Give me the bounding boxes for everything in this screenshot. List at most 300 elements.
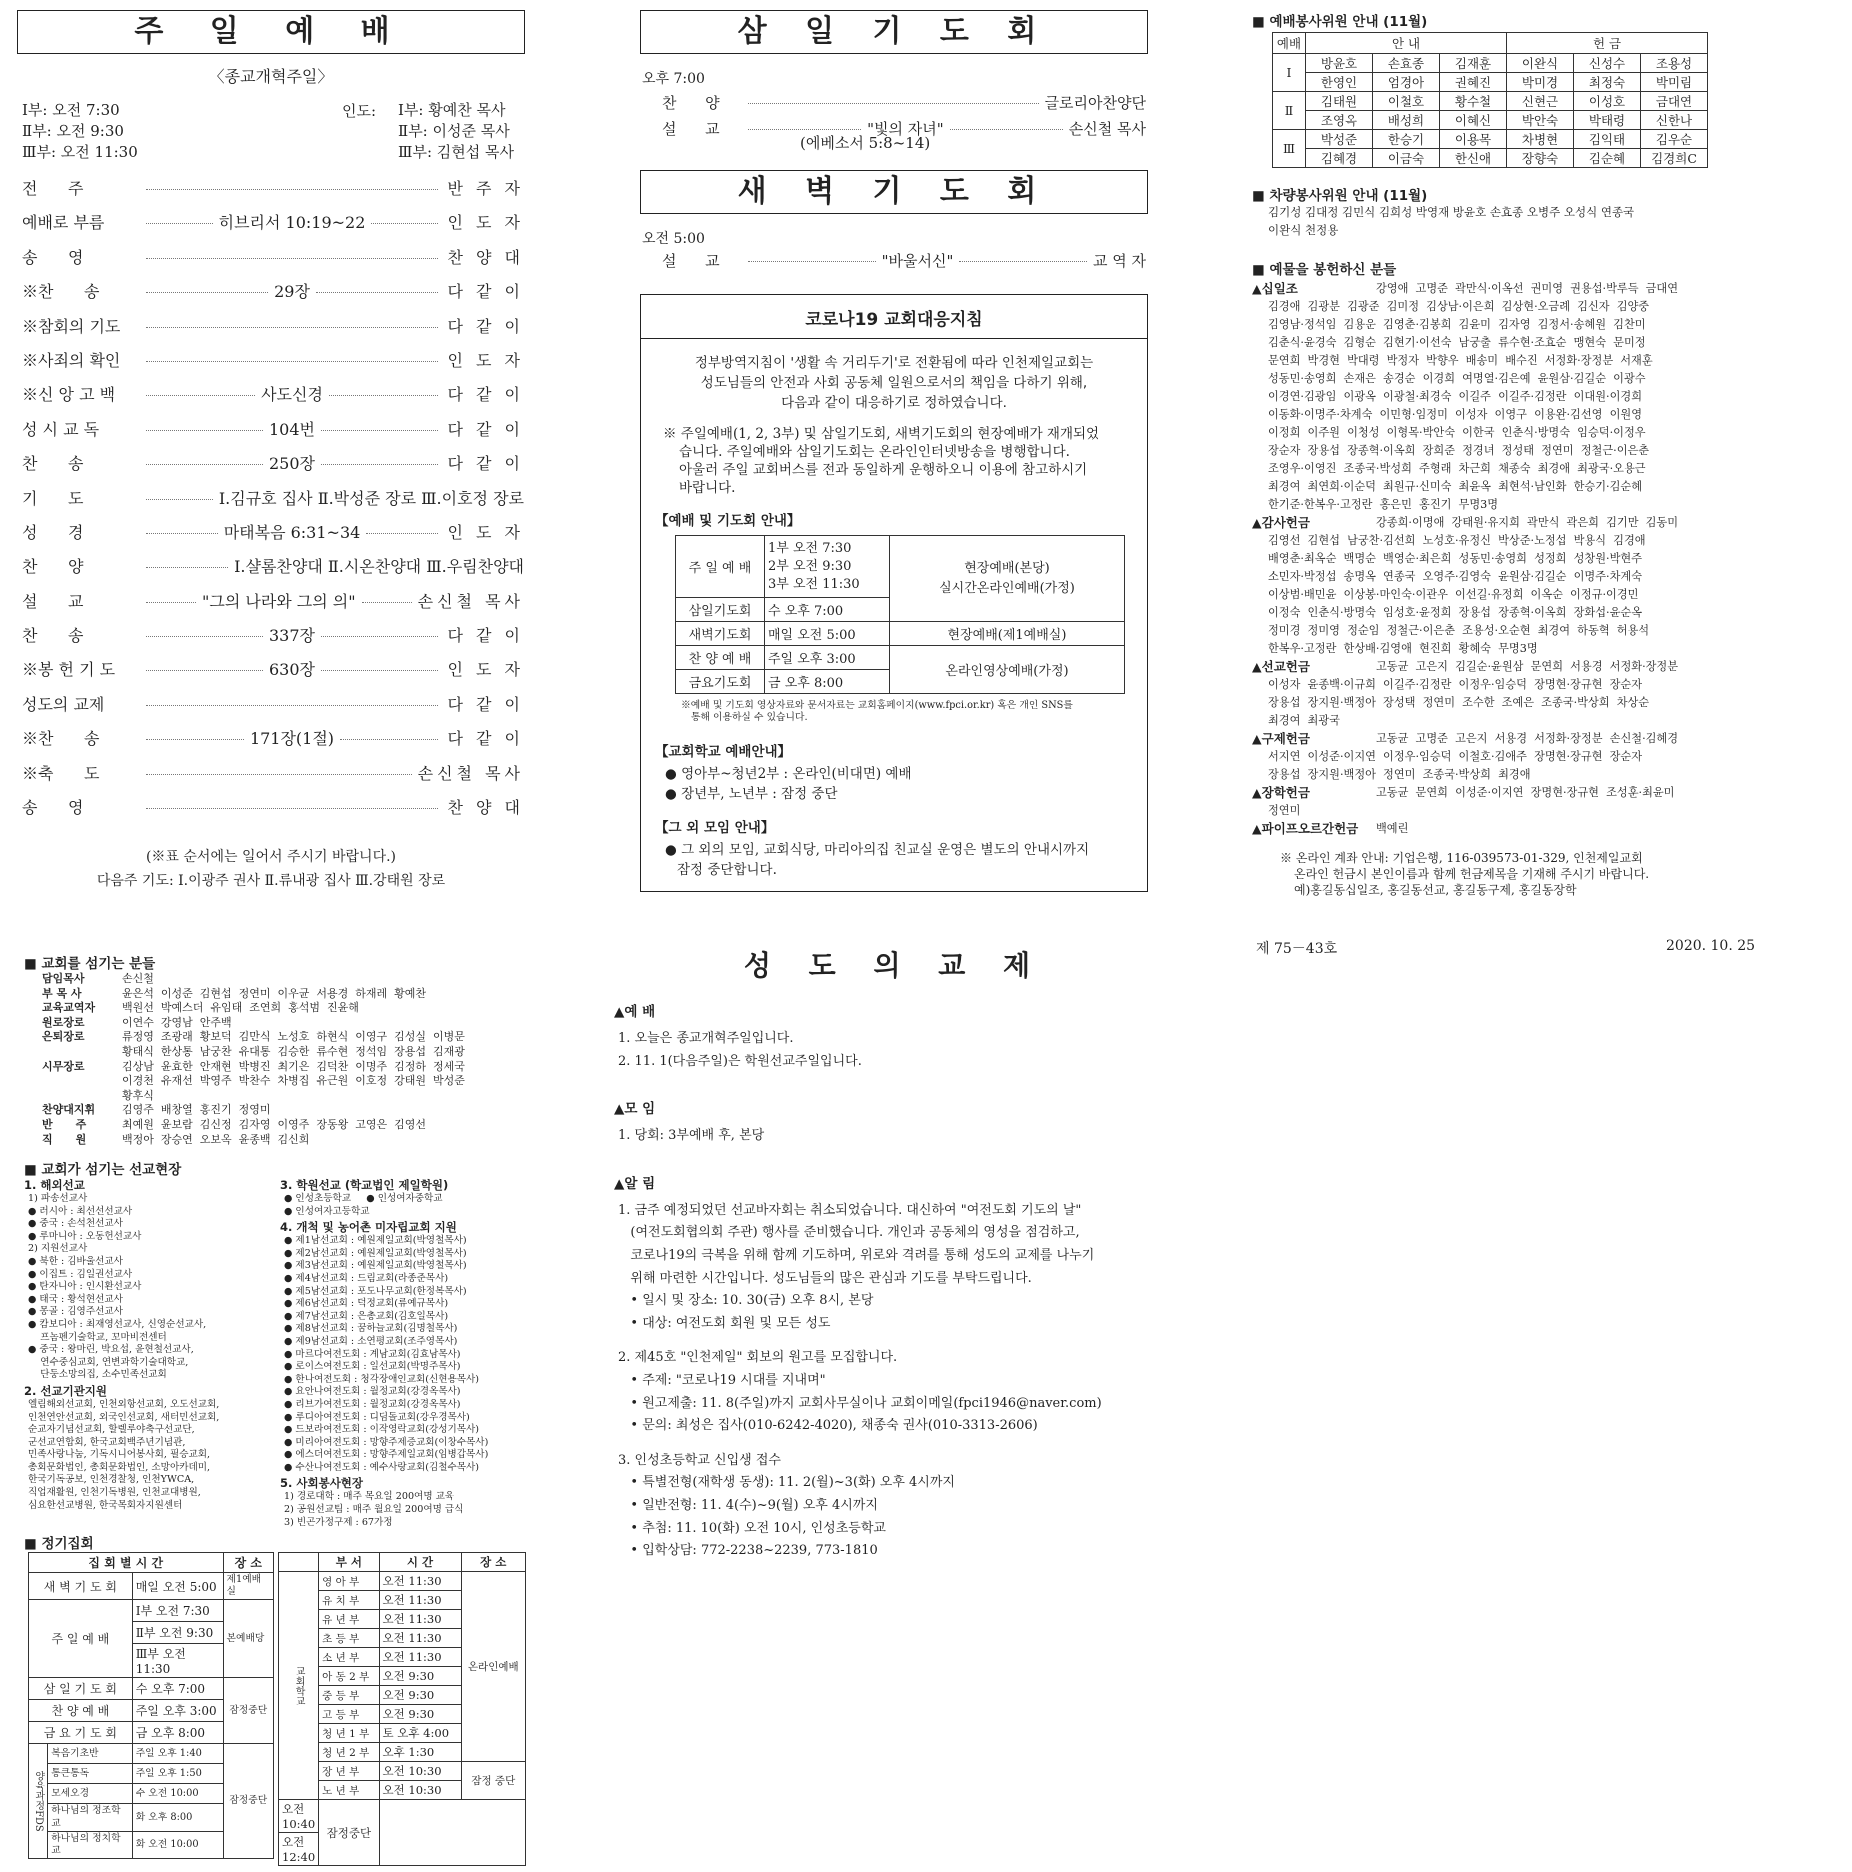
r-dawn-time: 매일 오전 5:00	[132, 1573, 223, 1600]
vol-h-service: 예배	[1273, 33, 1306, 54]
order-person: 다 같 이	[447, 694, 524, 714]
vehicle-line-1: 김기성 김대정 김민식 김희성 박영재 방윤호 손효종 오병주 오성식 연종국	[1268, 205, 1635, 219]
offering-line: 김영선 김현섭 남궁찬·김선희 노성호·유정신 박상준·노정섭 박용식 김경애	[1268, 534, 1646, 547]
server-names: 김상남 윤효한 안재현 박병진 최기은 김덕찬 이명주 김정하 정세국	[122, 1059, 465, 1073]
wednesday-title-box	[640, 10, 1148, 54]
leader-dots	[146, 636, 263, 637]
presider-2: Ⅱ부: 이성준 목사	[398, 122, 510, 140]
vol-name: 김익태	[1574, 130, 1641, 149]
order-row	[22, 761, 524, 795]
leader-dots	[146, 292, 268, 293]
vol-name: 이용목	[1440, 130, 1507, 149]
fellowship-line: • 추첨: 11. 10(화) 오전 10시, 인성초등학교	[618, 1520, 886, 1536]
offering-group	[1252, 280, 1772, 514]
server-label: 시무장로	[42, 1059, 85, 1073]
leader-dots	[959, 261, 1087, 262]
mission-line: ● 중국 : 손석천선교사	[28, 1218, 123, 1230]
fellowship-line: 2. 제45호 "인천제일" 회보의 원고를 모집합니다.	[618, 1350, 898, 1366]
notice-line-4: 바랍니다.	[679, 480, 736, 496]
vol-name: 조용성	[1641, 54, 1708, 73]
order-person: 찬 양 대	[447, 798, 524, 818]
order-person: 인 도 자	[447, 213, 525, 233]
mission-line: 직업재활원, 인천기독병원, 인천교대병원,	[28, 1487, 201, 1499]
mission-line: ● 중국 : 왕마린, 박요섭, 윤현철선교사,	[28, 1344, 194, 1356]
other-line-2: 잠정 중단합니다.	[677, 862, 777, 879]
offering-line: 이상범·배민윤 이상봉·마인숙·이관우 이선길·유정희 이옥순 이정규·이경민	[1268, 588, 1639, 601]
offering-line: 문연희 박경현 박대령 박정자 박향우 배송미 배수진 서정화·장정분 서재훈	[1268, 354, 1653, 367]
r-friday-time: 금 오후 8:00	[132, 1722, 223, 1744]
reg-time: 오전 11:30	[379, 1648, 461, 1667]
fellowship-line: 3. 인성초등학교 신입생 접수	[618, 1452, 781, 1468]
reg-dept: 장 년 부	[319, 1762, 379, 1781]
r-sunday-place: 본예배당	[223, 1600, 273, 1678]
offering-label: ▲선교헌금	[1252, 659, 1310, 674]
vol-h-offering: 헌 금	[1507, 33, 1708, 54]
school-label: 교회학교	[279, 1572, 319, 1800]
mission-line: ● 제9남선교회 : 소연평교회(조주영목사)	[284, 1335, 458, 1347]
server-label: 교육교역자	[42, 1001, 96, 1015]
order-content: 29장	[274, 282, 310, 302]
vol-name: 이성호	[1574, 92, 1641, 111]
offering-line: 백예린	[1376, 822, 1409, 835]
mission-line: 연수중심교회, 연변과학기술대학교,	[28, 1356, 189, 1368]
mission-line: ● 수산나여전도회 : 예수사랑교회(김철수목사)	[284, 1461, 480, 1473]
leader-dots	[146, 361, 438, 362]
r-paused-1: 잠정중단	[223, 1678, 273, 1744]
offering-group	[1252, 730, 1772, 784]
order-row	[22, 657, 524, 691]
cell-sunday-mode	[890, 536, 1125, 622]
r-sunday-1: Ⅰ부 오전 7:30	[132, 1600, 223, 1622]
r-sunday-name: 주 일 예 배	[29, 1600, 133, 1678]
fellowship-line: 코로나19의 극복을 위해 함께 기도하며, 위로와 격려를 통해 성도의 교제를 나누기	[618, 1247, 1095, 1263]
server-label: 직 원	[42, 1132, 87, 1146]
mission-line: ● 제7남선교회 : 은총교회(김호일목사)	[284, 1310, 449, 1322]
vol-name: 이철호	[1373, 92, 1440, 111]
leader-dots	[146, 670, 263, 671]
order-row	[662, 250, 1146, 276]
server-names: 백정아 장승연 오보옥 윤종백 김신희	[122, 1132, 310, 1146]
order-person: 손신철 목사	[417, 763, 524, 783]
cell-friday-time: 금 오후 8:00	[765, 670, 890, 694]
offerings-list	[1252, 280, 1772, 838]
order-content: 104번	[269, 419, 315, 439]
time-2: Ⅱ부: 오전 9:30	[22, 122, 124, 140]
mission-line: 2) 지원선교사	[28, 1243, 88, 1255]
reg-time: 오후 1:30	[379, 1743, 461, 1762]
server-row	[42, 987, 532, 1002]
vehicle-line-2: 이완식 천정용	[1268, 222, 1339, 237]
vehicle-title: ■ 차량봉사위원 안내 (11월)	[1252, 188, 1428, 204]
reg-dept: 초 등 부	[319, 1629, 379, 1648]
server-names: 백원선 박예스더 유임태 조연희 홍석범 진윤해	[122, 1001, 359, 1015]
regular-right-table	[278, 1552, 526, 1866]
mission-line: ● 에스더여전도회 : 망향주제일교회(임병갑목사)	[284, 1449, 489, 1461]
reg-time: 오전 9:30	[379, 1667, 461, 1686]
offering-line: 정연미	[1268, 804, 1301, 817]
leader-dots	[146, 327, 438, 328]
cell-sunday-name: 주 일 예 배	[676, 536, 765, 598]
presiders-label: 인도:	[342, 102, 377, 120]
sunday-times	[22, 100, 138, 163]
order-person: 다 같 이	[447, 626, 524, 646]
server-label: 담임목사	[42, 972, 85, 985]
school-line-2: ● 장년부, 노년부 : 잠정 중단	[665, 786, 838, 803]
order-item: 성도의 교제	[22, 694, 105, 714]
order-person: 다 같 이	[447, 419, 524, 439]
fellowship-line: • 일시 및 장소: 10. 30(금) 오후 8시, 본당	[618, 1293, 874, 1309]
reg-time: 오전 12:40	[279, 1833, 319, 1866]
mission-line: 단둥소망의집, 소수민족선교회	[28, 1369, 167, 1381]
order-content: 171장(1절)	[249, 729, 335, 749]
covid-box	[640, 294, 1148, 892]
order-item: 찬 송	[22, 454, 84, 474]
vol-group-label: Ⅰ	[1273, 54, 1306, 92]
mission-line: ● 인성초등학교 ● 인성여자중학교	[284, 1193, 443, 1204]
reg-dept: 고 등 부	[319, 1705, 379, 1724]
offering-label: ▲장학헌금	[1252, 785, 1310, 800]
cell-dawn-name: 새벽기도회	[676, 622, 765, 646]
leader-dots	[362, 602, 412, 603]
server-label: 부 목 사	[42, 986, 82, 1000]
mission-line: 군선교연합회, 한국교회백주년기념관,	[28, 1436, 186, 1448]
vol-name: 배성희	[1373, 111, 1440, 130]
server-row	[42, 1030, 532, 1045]
server-label: 은퇴장로	[42, 1030, 85, 1044]
mission-line: 총회문화법인, 총회문화법인, 소망아카데미,	[28, 1461, 211, 1473]
r-sunday-3: Ⅲ부 오전11:30	[132, 1644, 223, 1678]
covid-sec1: 【예배 및 기도회 안내】	[655, 513, 801, 529]
offering-line: 김춘식·윤경숙 김형순 김현기·이선숙 남궁출 류수현·조효순 맹현숙 문미정	[1268, 336, 1646, 349]
order-item: ※참회의 기도	[22, 316, 121, 336]
reg-right-header	[279, 1553, 526, 1572]
covid-sec3: 【그 외 모임 안내】	[655, 820, 775, 837]
leader-dots	[146, 808, 438, 809]
mission-line: 1) 파송선교사	[28, 1193, 88, 1204]
fellowship-line: • 문의: 최성은 집사(010-6242-4020), 채종숙 권사(010-3313-2606)	[618, 1418, 1038, 1434]
mission-line: ● 루디아여전도회 : 디딤돌교회(강우경목사)	[284, 1411, 470, 1423]
leader-dots	[321, 670, 438, 671]
order-row	[22, 623, 524, 657]
order-person: 인 도 자	[447, 522, 525, 542]
server-row	[42, 1060, 532, 1075]
missions-left	[24, 1176, 274, 1512]
sunday-subtitle: 〈종교개혁주일〉	[208, 67, 334, 86]
leader-dots	[146, 739, 244, 740]
vol-group-label: Ⅱ	[1273, 92, 1306, 130]
order-row	[22, 554, 524, 588]
leader-dots	[146, 705, 438, 706]
order-content: 사도신경	[261, 385, 323, 405]
offering-line: 김영남·정석임 김용운 김영춘·김봉희 김윤미 김자영 김정서·송혜원 김찬미	[1268, 318, 1646, 331]
mission-line: 1) 경로대학 : 매주 목요일 200여명 교육	[284, 1491, 455, 1503]
r-praise-name: 찬 양 예 배	[29, 1700, 133, 1722]
server-row	[42, 1016, 532, 1031]
server-names: 이연수 강영남 안주백	[122, 1015, 232, 1029]
cell-wed-time: 수 오후 7:00	[765, 598, 890, 622]
vol-name: 신현근	[1507, 92, 1574, 111]
r-sunday-2: Ⅱ부 오전 9:30	[132, 1622, 223, 1644]
order-row	[22, 726, 524, 760]
offering-line: 고동균 고명준 고은지 서용경 서정화·장정분 손신철·김혜경	[1376, 732, 1679, 745]
order-of-worship	[22, 176, 524, 829]
r-dawn-place: 제1예배실	[223, 1573, 273, 1600]
th-blank	[279, 1553, 319, 1572]
reg-dept: 중 등 부	[319, 1686, 379, 1705]
order-row	[22, 589, 524, 623]
presider-3: Ⅲ부: 김현섭 목사	[398, 143, 514, 161]
order-item: ※사죄의 확인	[22, 350, 121, 370]
vol-name: 차병현	[1507, 130, 1574, 149]
servers-title: ■ 교회를 섬기는 분들	[24, 956, 156, 972]
vol-name: 이금숙	[1373, 149, 1440, 168]
order-item: 설 교	[662, 252, 720, 270]
server-label	[42, 1045, 122, 1060]
vol-row	[1273, 130, 1708, 149]
order-content: 마태복음 6:31~34	[223, 522, 361, 542]
vehicle-list	[1268, 204, 1634, 239]
r-bible-time: 주일 오후 1:50	[132, 1764, 223, 1784]
order-row	[22, 520, 524, 554]
vol-row	[1273, 73, 1708, 92]
order-row	[22, 451, 524, 485]
wednesday-ref: (에베소서 5:8~14)	[800, 134, 931, 152]
presiders	[398, 100, 514, 163]
mission-line: ● 제6남선교회 : 덕정교회(류예규목사)	[284, 1298, 449, 1310]
order-item: ※찬 송	[22, 282, 100, 302]
order-row	[22, 176, 524, 210]
order-content: 히브리서 10:19~22	[218, 213, 366, 233]
offering-line: 배영춘·최옥순 백명순 백영순·최은희 성동민·송영희 성정희 성창원·박현주	[1268, 552, 1643, 565]
fellowship-title: 성 도 의 교 제	[743, 949, 1045, 982]
vol-name: 김순혜	[1574, 149, 1641, 168]
sunday-title: 주 일 예 배	[134, 14, 408, 49]
fellowship-line	[614, 1335, 1174, 1347]
mission-line: ● 제5남선교회 : 포도나무교회(한정복목사)	[284, 1285, 467, 1297]
th-dept: 부 서	[319, 1553, 379, 1572]
mission-line: ● 태국 : 황석현선교사	[28, 1293, 123, 1305]
mission-line: ● 러시아 : 최선선선교사	[28, 1205, 133, 1217]
order-row	[22, 486, 524, 520]
notice-line-3: 아울러 주일 교회버스를 전과 동일하게 운행하오니 이용에 참고하시기	[679, 462, 1088, 478]
fellowship-line: • 일반전형: 11. 4(수)~9(월) 오후 4시까지	[618, 1497, 878, 1513]
order-item: 성 경	[22, 522, 84, 542]
offering-line: 정미경 정미영 정순임 정철근·이은춘 조용성·오순현 최경여 하동혁 허용석	[1268, 624, 1650, 637]
leader-dots	[748, 129, 861, 130]
notice-line-1: ※ 주일예배(1, 2, 3부) 및 삼일기도회, 새벽기도회의 현장예배가 재개되었	[663, 426, 1100, 442]
offering-line: 고동균 고은지 김길순·윤원삼 문연희 서용경 서정화·장정분	[1376, 660, 1679, 673]
order-content: Ⅰ.김규호 집사 Ⅱ.박성준 장로 Ⅲ.이호정 장로	[218, 488, 524, 508]
th-time: 집 회 별 시 간	[29, 1553, 224, 1573]
server-names: 손신철	[122, 972, 154, 985]
leader-dots	[748, 103, 1039, 104]
server-label	[42, 1089, 122, 1104]
offering-group	[1252, 784, 1772, 820]
leader-dots	[146, 464, 263, 465]
mission-line: ● 요안나여전도회 : 월정교회(강경옥목사)	[284, 1386, 461, 1398]
server-label: 찬양대지휘	[42, 1103, 96, 1117]
fellowship-line: • 원고제출: 11. 8(주일)까지 교회사무실이나 교회이메일(fpci1946@naver.com)	[618, 1395, 1102, 1411]
vol-name: 박미경	[1507, 73, 1574, 92]
leader-dots	[316, 292, 438, 293]
r-school2-name: 하나님의 정치학교	[48, 1831, 133, 1858]
reg-dept: 유 년 부	[319, 1610, 379, 1629]
offering-label: ▲구제헌금	[1252, 731, 1310, 746]
leader-dots	[146, 602, 196, 603]
mission-line: ● 리브가여전도회 : 월정교회(강경옥목사)	[284, 1398, 461, 1410]
other-list	[665, 840, 1147, 880]
vol-name: 김태원	[1306, 92, 1373, 111]
reg-dept: 영 아 부	[319, 1572, 379, 1591]
offering-group	[1252, 820, 1772, 838]
school-line-1: ● 영아부~청년2부 : 온라인(비대면) 예배	[665, 766, 912, 783]
leader-dots	[340, 739, 438, 740]
mission-heading: 2. 선교기관지원	[24, 1383, 108, 1398]
leader-dots	[321, 430, 438, 431]
leader-dots	[321, 464, 438, 465]
vol-row	[1273, 111, 1708, 130]
sunday-time-2: 2부 오전 9:30	[768, 558, 852, 574]
order-content: 250장	[269, 454, 315, 474]
wednesday-time: 오후 7:00	[642, 71, 705, 87]
th-time: 시 간	[379, 1553, 461, 1572]
offering-group	[1252, 514, 1772, 658]
account-info	[1280, 850, 1649, 898]
reg-dept: 소 년 부	[319, 1648, 379, 1667]
mission-line: 인천연안선교회, 외국인선교회, 새터민선교회,	[28, 1411, 220, 1423]
leader-dots	[321, 636, 438, 637]
fellowship-line: 위해 마련한 시간입니다. 성도님들의 많은 관심과 기도를 부탁드립니다.	[618, 1270, 1032, 1286]
paused-newcomer: 잠정중단	[319, 1800, 379, 1866]
r-school1-name: 하나님의 정조학교	[48, 1804, 133, 1831]
mission-line: 심요한선교병원, 한국목회자지원센터	[28, 1499, 183, 1511]
reg-right-row	[279, 1833, 526, 1866]
server-row	[42, 1089, 532, 1104]
next-prayer: 다음주 기도: Ⅰ.이광주 권사 Ⅱ.류내광 집사 Ⅲ.강태원 장로	[96, 873, 446, 889]
reg-dept: 아 동 2 부	[319, 1667, 379, 1686]
vol-h-guide: 안 내	[1306, 33, 1507, 54]
order-person: 인 도 자	[447, 660, 524, 680]
mission-line: ● 제8남선교회 : 꿈하늘교회(김명철목사)	[284, 1323, 458, 1335]
offering-line: 이동화·이명주·차계숙 이민형·임정미 이성자 이영구 이용완·김선영 이원영	[1268, 408, 1643, 421]
sunday-time-3: 3부 오전 11:30	[768, 576, 860, 592]
vol-group-label: Ⅲ	[1273, 130, 1306, 168]
server-row	[42, 972, 532, 987]
r-dawn-name: 새 벽 기 도 회	[29, 1573, 133, 1600]
fellowship-line: • 특별전형(재학생 동생): 11. 2(월)~3(화) 오후 4시까지	[618, 1475, 955, 1491]
order-person: 손신철 목사	[1068, 120, 1146, 138]
fellowship-heading: ▲알 림	[614, 1175, 656, 1192]
mission-line: 엘림해외선교회, 인천외항선교회, 오도선교회,	[28, 1398, 220, 1410]
issue-number: 제 75－43호	[1256, 941, 1338, 957]
vol-name: 박성준	[1306, 130, 1373, 149]
server-names: 김영주 배창열 홍진기 정영미	[122, 1103, 271, 1117]
vol-name: 김혜경	[1306, 149, 1373, 168]
server-names: 황후식	[122, 1088, 154, 1102]
vol-header-row	[1273, 33, 1708, 54]
leader-dots	[748, 261, 876, 262]
regular-title: ■ 정기집회	[24, 1536, 94, 1552]
leader-dots	[146, 189, 438, 190]
reg-dept: 청 년 1 부	[319, 1724, 379, 1743]
leader-dots	[146, 430, 263, 431]
mode-1: 현장예배(본당)	[964, 560, 1050, 576]
vol-name: 조영옥	[1306, 111, 1373, 130]
covid-table-note	[681, 700, 1147, 724]
vol-name: 손효종	[1373, 54, 1440, 73]
order-person: 글로리아찬양단	[1044, 94, 1146, 112]
reg-dept: 노 년 부	[319, 1781, 379, 1800]
vol-name: 김재훈	[1440, 54, 1507, 73]
dawn-title: 새 벽 기 도 회	[737, 174, 1051, 209]
vol-name: 한승기	[1373, 130, 1440, 149]
server-row	[42, 1103, 532, 1118]
vol-name: 엄경아	[1373, 73, 1440, 92]
mission-line: 3) 빈곤가정구제 : 67가정	[284, 1516, 393, 1528]
offering-line: 한기준·한복우·고정란 홍은민 홍진기 무명3명	[1268, 498, 1499, 511]
mission-line: ● 한나여전도회 : 청각장애인교회(신현용목사)	[284, 1373, 480, 1385]
r-paused-2: 잠정중단	[223, 1744, 273, 1859]
fellowship-line: (여전도회협의회 주관) 행사를 준비했습니다. 개인과 공동체의 영성을 점검하고,	[618, 1225, 1080, 1241]
order-row	[22, 314, 524, 348]
server-names: 이경천 유재선 박영주 박찬수 차병집 유근원 이호정 강태원 박성준	[122, 1074, 465, 1088]
intro-line-2: 성도님들의 안전과 사회 공동체 일원으로서의 책임을 다하기 위해,	[700, 375, 1088, 391]
leader-dots	[371, 223, 438, 224]
server-names: 황태식 한상통 남궁찬 유대통 김승한 류수현 정석임 장용섭 김재광	[122, 1044, 465, 1058]
cell-praise-name: 찬 양 예 배	[676, 646, 765, 670]
online-place: 온라인예배	[461, 1572, 525, 1762]
edu-label: 양육과정FDS	[29, 1744, 48, 1859]
order-person: 인 도 자	[447, 350, 524, 370]
fellowship-heading: ▲모 임	[614, 1101, 656, 1118]
th-place: 장 소	[461, 1553, 525, 1572]
order-person: 교 역 자	[1092, 252, 1146, 270]
leader-dots	[146, 533, 218, 534]
cell-online-mode: 온라인영상예배(가정)	[890, 646, 1125, 694]
cell-friday-name: 금요기도회	[676, 670, 765, 694]
cell-dawn-time: 매일 오전 5:00	[765, 622, 890, 646]
r-basic-time: 주일 오후 1:40	[132, 1744, 223, 1764]
presider-1: Ⅰ부: 황예찬 목사	[398, 101, 506, 119]
mode-2: 실시간온라인예배(가정)	[939, 580, 1075, 596]
server-names: 윤은석 이성준 김현섭 정연미 이우균 서용경 하재레 황예찬	[122, 986, 426, 1000]
r-basic-name: 복음기초반	[48, 1744, 133, 1764]
mission-line: ● 로이스여전도회 : 일선교회(박명주목사)	[284, 1361, 461, 1373]
offering-label: ▲파이프오르간헌금	[1252, 821, 1359, 836]
offering-line: 이성자 윤종백·이규희 이길주·김정란 이정우·임승덕 장명현·장규현 장순자	[1268, 678, 1643, 691]
offering-label: ▲십일조	[1252, 281, 1298, 296]
vol-name: 박안숙	[1507, 111, 1574, 130]
mission-line: ● 제1남선교회 : 예원제일교회(박영철목사)	[284, 1235, 467, 1247]
reg-dept: 유 치 부	[319, 1591, 379, 1610]
order-row	[22, 382, 524, 416]
order-item: 찬 송	[22, 626, 84, 646]
mission-line: 순교자기념선교회, 할렐루야축구선교단,	[28, 1424, 195, 1436]
server-row	[42, 1074, 532, 1089]
offering-line: 이정숙 인춘식·방명숙 임성호·윤정희 장용섭 장종혁·이옥희 장화섭·윤순옥	[1268, 606, 1643, 619]
wednesday-title: 삼 일 기 도 회	[737, 14, 1051, 49]
reg-right-row	[279, 1572, 526, 1591]
vol-name: 장향숙	[1507, 149, 1574, 168]
mission-line: 민족사랑나눔, 기독시니어봉사회, 필승교회,	[28, 1449, 211, 1461]
vol-row	[1273, 54, 1708, 73]
reg-time: 오전 11:30	[379, 1572, 461, 1591]
paused-place: 잠정 중단	[461, 1762, 525, 1800]
order-person: 반 주 자	[447, 179, 524, 198]
vol-name: 한신애	[1440, 149, 1507, 168]
mission-line: ● 미리아여전도회 : 망향주제증교회(이창수목사)	[284, 1436, 489, 1448]
intro-line-1: 정부방역지침이 '생활 속 거리두기'로 전환됨에 따라 인천제일교회는	[694, 355, 1094, 371]
